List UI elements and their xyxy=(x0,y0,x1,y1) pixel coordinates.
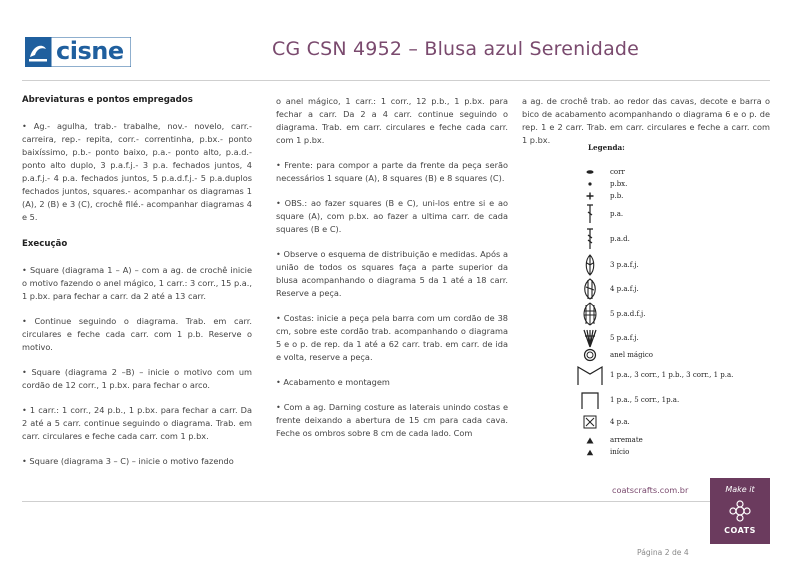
paragraph: • Square (diagrama 3 – C) – inicie o motivo fazendo xyxy=(22,456,234,466)
legend-item: p.bx. xyxy=(576,177,627,191)
legend-item: 4 p.a. xyxy=(576,414,630,430)
paragraph: • Costas: inicie a peça pela barra com um cordão de 38 cm, sobre este cordão trab. acompanhando o diagrama 5 e o p. de rep. da 1 até a 62 carr. trab. em carr. de ida e volta, reserve a peça. xyxy=(276,313,508,362)
filled-block-icon xyxy=(576,415,604,429)
triangle-filled-icon xyxy=(576,437,604,444)
coats-emblem-icon xyxy=(729,500,751,522)
magic-ring-icon xyxy=(576,348,604,362)
legend-item: anel mágico xyxy=(576,348,653,362)
legend-item: arremate xyxy=(576,433,643,447)
cisne-logo xyxy=(25,37,131,67)
legend-item: corr xyxy=(576,165,625,179)
chain-oval-icon xyxy=(576,169,604,175)
paragraph: • Com a ag. Darning costure as laterais unindo costas e frente deixando a abertura de 15 cm para cada cava. Feche os ombros sobre 8 cm de cada lado. Com xyxy=(276,402,508,438)
header-divider xyxy=(22,80,770,81)
double-crochet-icon xyxy=(576,204,604,224)
paragraph: • Frente: para compor a parte da frente da peça serão necessários 1 square (A), 8 squares (B) e 8 squares (C). xyxy=(276,160,508,183)
abbreviations-heading: Abreviaturas e pontos empregados xyxy=(22,95,193,105)
paragraph: • Observe o esquema de distribuição e medidas. Após a união de todos os squares faça a parte superior da blusa acompanhando o diagrama 5 da 1 até a 18 carr. Reserve a peça. xyxy=(276,249,508,298)
legend-item: 1 p.a., 5 corr., 1p.a. xyxy=(576,389,679,411)
column-2 xyxy=(276,95,508,452)
treble-crochet-icon xyxy=(576,228,604,250)
legend-item: 5 p.a.d.f.j. xyxy=(576,301,645,327)
paragraph: a ag. de crochê trab. ao redor das cavas, decote e barra o bico de acabamento acompanhando o diagrama 6 e o p. de rep. 1 e 2 carr. Trab. em carr. circulares e feche a carr. com 1 p.bx. xyxy=(522,96,770,145)
plus-icon xyxy=(576,192,604,200)
legend-item: p.b. xyxy=(576,189,623,203)
make-it-text: Make it xyxy=(725,485,755,494)
legend-item: 1 p.a., 3 corr., 1 p.b., 3 corr., 1 p.a. xyxy=(576,363,733,387)
cluster-3-icon xyxy=(576,254,604,276)
legend-title: Legenda: xyxy=(588,143,625,152)
legend-item: 3 p.a.f.j. xyxy=(576,253,639,277)
cluster-5-icon xyxy=(576,328,604,348)
abbreviations-text: • Ag.- agulha, trab.- trabalhe, nov.- novelo, carr.- carreira, rep.- repita, corr.- correntinha, p.bx.- ponto baixíssimo, p.b.- ponto baixo, p.a.- ponto alto, p.a.d.- ponto alto duplo, 3 p.a.f.j.- 3 p.a. fechados juntos, 4 p.a.f.j.- 4 p.a. fechados juntos, 5 p.a.d.f.j.- 5 p.a.duplos fechados juntos, squares.- acompanhar os diagramas 1 (A), 2 (B) e 3 (C), crochê filé.- acompanhar diagramas 4 e 5. xyxy=(22,121,252,222)
paragraph: • Acabamento e montagem xyxy=(276,377,390,387)
arch-short-icon xyxy=(576,390,604,410)
column-1 xyxy=(22,94,252,480)
legend-item: 4 p.a.f.j. xyxy=(576,277,639,301)
dot-icon xyxy=(576,181,604,187)
paragraph: • OBS.: ao fazer squares (B e C), uni-los entre si e ao square (A), com p.bx. ao fazer a ultima carr. de cada squares (B e C). xyxy=(276,198,508,234)
footer-divider xyxy=(22,501,712,502)
legend-item: p.a.d. xyxy=(576,227,630,251)
legend-item: p.a. xyxy=(576,203,623,225)
logo-text: cisne xyxy=(56,37,124,65)
paragraph: • Continue seguindo o diagrama. Trab. em carr. circulares e feche cada carr. com 1 p.b. Reserve o motivo. xyxy=(22,316,252,352)
cluster-4-icon xyxy=(576,278,604,300)
legend-item: início xyxy=(576,445,629,459)
coats-brand-badge xyxy=(710,478,770,544)
page-number: Página 2 de 4 xyxy=(637,548,689,557)
website-link[interactable]: coatscrafts.com.br xyxy=(612,485,689,495)
triangle-outline-icon xyxy=(576,449,604,456)
execution-heading: Execução xyxy=(22,239,68,249)
document-title: CG CSN 4952 – Blusa azul Serenidade xyxy=(272,38,640,60)
paragraph: • 1 carr.: 1 corr., 24 p.b., 1 p.bx. para fechar a carr. Da 2 até a 5 carr. continue seguindo o diagrama. Trab. em carr. circulares e feche cada carr. com 1 p.bx. xyxy=(22,405,252,441)
cluster-5-double-icon xyxy=(576,302,604,326)
column-3 xyxy=(522,95,770,159)
arch-long-icon xyxy=(576,364,604,386)
paragraph: • Square (diagrama 1 – A) – com a ag. de crochê inicie o motivo fazendo o anel mágico, 1 carr.: 3 corr., 15 p.a., 1 p.bx. para fechar a carr. da 2 até a 13 carr. xyxy=(22,265,252,301)
legend-item: 5 p.a.f.j. xyxy=(576,327,639,349)
paragraph: o anel mágico, 1 carr.: 1 corr., 12 p.b., 1 p.bx. para fechar a carr. Da 2 a 4 carr. continue seguindo o diagrama. Trab. em carr. circulares e feche cada carr. com 1 p.bx. xyxy=(276,96,508,145)
coats-text: COATS xyxy=(724,526,756,535)
paragraph: • Square (diagrama 2 –B) – inicie o motivo com um cordão de 12 corr., 1 p.bx. para fechar o arco. xyxy=(22,367,252,390)
